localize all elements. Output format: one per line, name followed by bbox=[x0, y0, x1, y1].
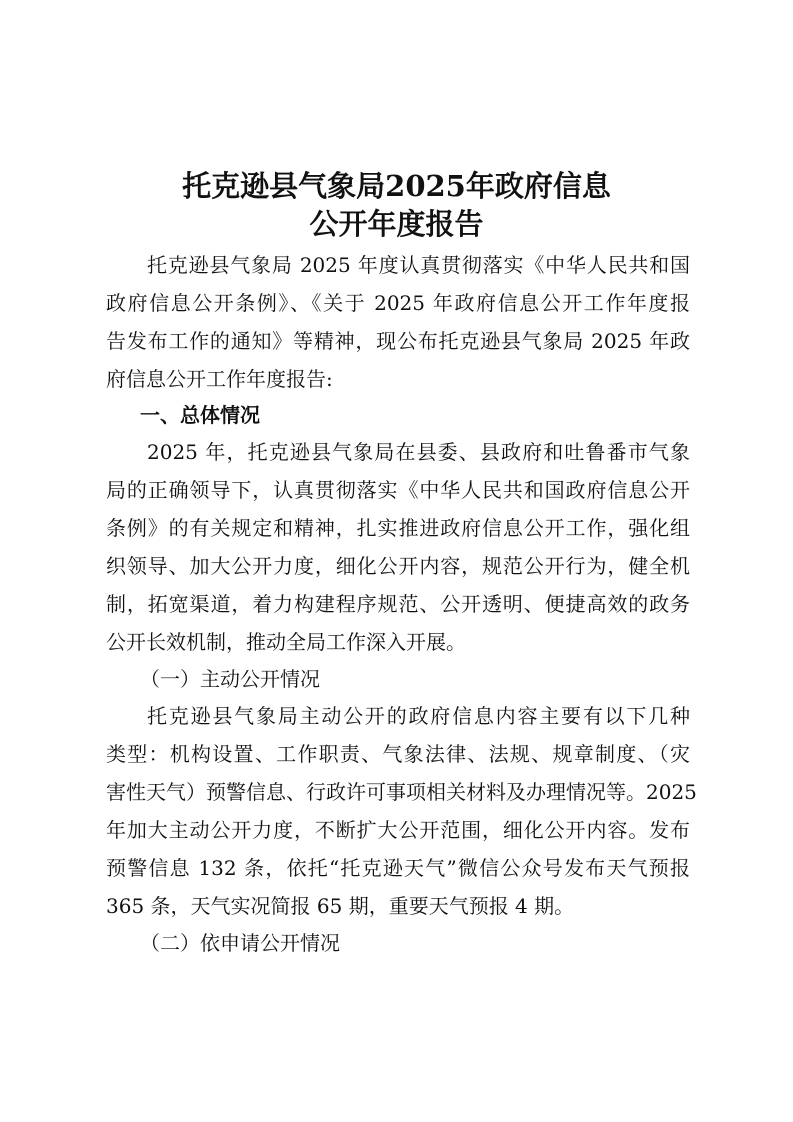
subsection1-line: 365 条，天气实况简报 65 期，重要天气预报 4 期。 bbox=[106, 894, 575, 918]
subsection-heading-proactive: （一）主动公开情况 bbox=[140, 667, 320, 691]
intro-line: 托克逊县气象局 2025 年度认真贯彻落实《中华人民共和国 bbox=[147, 253, 690, 277]
intro-line: 政府信息公开条例》、《关于 2025 年政府信息公开工作年度报 bbox=[106, 291, 690, 315]
subsection1-line: 类型：机构设置、工作职责、气象法律、法规、规章制度、（灾 bbox=[106, 742, 690, 766]
section-heading-overview: 一、总体情况 bbox=[140, 403, 260, 427]
subsection1-line: 害性天气）预警信息、行政许可事项相关材料及办理情况等。2025 bbox=[106, 780, 697, 804]
subsection1-line: 预警信息 132 条，依托“托克逊天气”微信公众号发布天气预报 bbox=[106, 856, 690, 880]
subsection1-line: 年加大主动公开力度，不断扩大公开范围，细化公开内容。发布 bbox=[106, 818, 690, 842]
section1-line: 2025 年，托克逊县气象局在县委、县政府和吐鲁番市气象 bbox=[147, 440, 690, 464]
section1-line: 制，拓宽渠道，着力构建程序规范、公开透明、便捷高效的政务 bbox=[106, 592, 690, 616]
document-title-line-2: 公开年度报告 bbox=[309, 207, 484, 241]
section1-line: 局的正确领导下，认真贯彻落实《中华人民共和国政府信息公开 bbox=[106, 478, 690, 502]
subsection1-line: 托克逊县气象局主动公开的政府信息内容主要有以下几种 bbox=[147, 704, 690, 728]
section1-line: 织领导、加大公开力度，细化公开内容，规范公开行为，健全机 bbox=[106, 554, 690, 578]
intro-line: 府信息公开工作年度报告: bbox=[106, 367, 333, 391]
section1-line: 公开长效机制，推动全局工作深入开展。 bbox=[106, 630, 466, 654]
document-title-line-1: 托克逊县气象局2025年政府信息 bbox=[182, 169, 611, 203]
section1-line: 条例》的有关规定和精神，扎实推进政府信息公开工作，强化组 bbox=[106, 516, 690, 540]
intro-line: 告发布工作的通知》等精神，现公布托克逊县气象局 2025 年政 bbox=[106, 329, 690, 353]
subsection-heading-on-request: （二）依申请公开情况 bbox=[140, 931, 340, 955]
